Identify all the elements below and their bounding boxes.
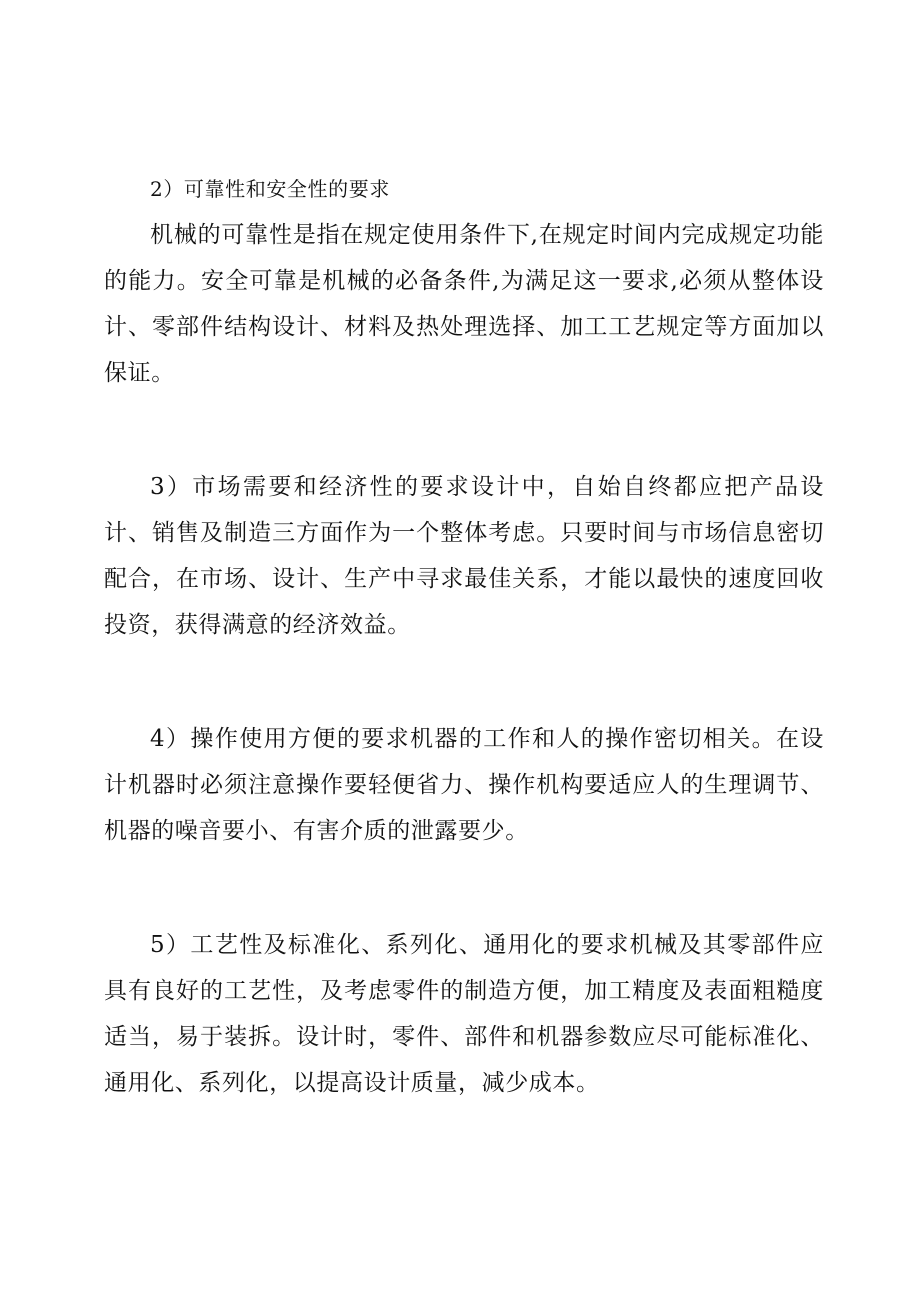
paragraph-spacer [104, 396, 824, 464]
paragraph-spacer [104, 648, 824, 716]
section-heading-reliability: 2）可靠性和安全性的要求 [150, 177, 390, 201]
paragraph-market-economy: 3）市场需要和经济性的要求设计中，自始自终都应把产品设计、销售及制造三方面作为一个整体考虑。只要时间与市场信息密切配合，在市场、设计、生产中寻求最佳关系，才能以最快的速度回收投资，获得满意的经济效益。 [104, 474, 824, 638]
paragraph-ease-of-use: 4）操作使用方便的要求机器的工作和人的操作密切相关。在设计机器时必须注意操作要轻便省力、操作机构要适应人的生理调节、机器的噪音要小、有害介质的泄露要少。 [104, 726, 824, 844]
paragraph-standardization: 5）工艺性及标准化、系列化、通用化的要求机械及其零部件应具有良好的工艺性，及考虑零件的制造方便，加工精度及表面粗糙度适当，易于装拆。设计时，零件、部件和机器参数应尽可能标准化、通用化、系列化，以提高设计质量，减少成本。 [104, 932, 824, 1096]
document-body [104, 166, 824, 1106]
paragraph-spacer [104, 854, 824, 922]
paragraph-reliability: 机械的可靠性是指在规定使用条件下,在规定时间内完成规定功能的能力。安全可靠是机械的必备条件,为满足这一要求,必须从整体设计、零部件结构设计、材料及热处理选择、加工工艺规定等方面加以保证。 [104, 222, 824, 386]
